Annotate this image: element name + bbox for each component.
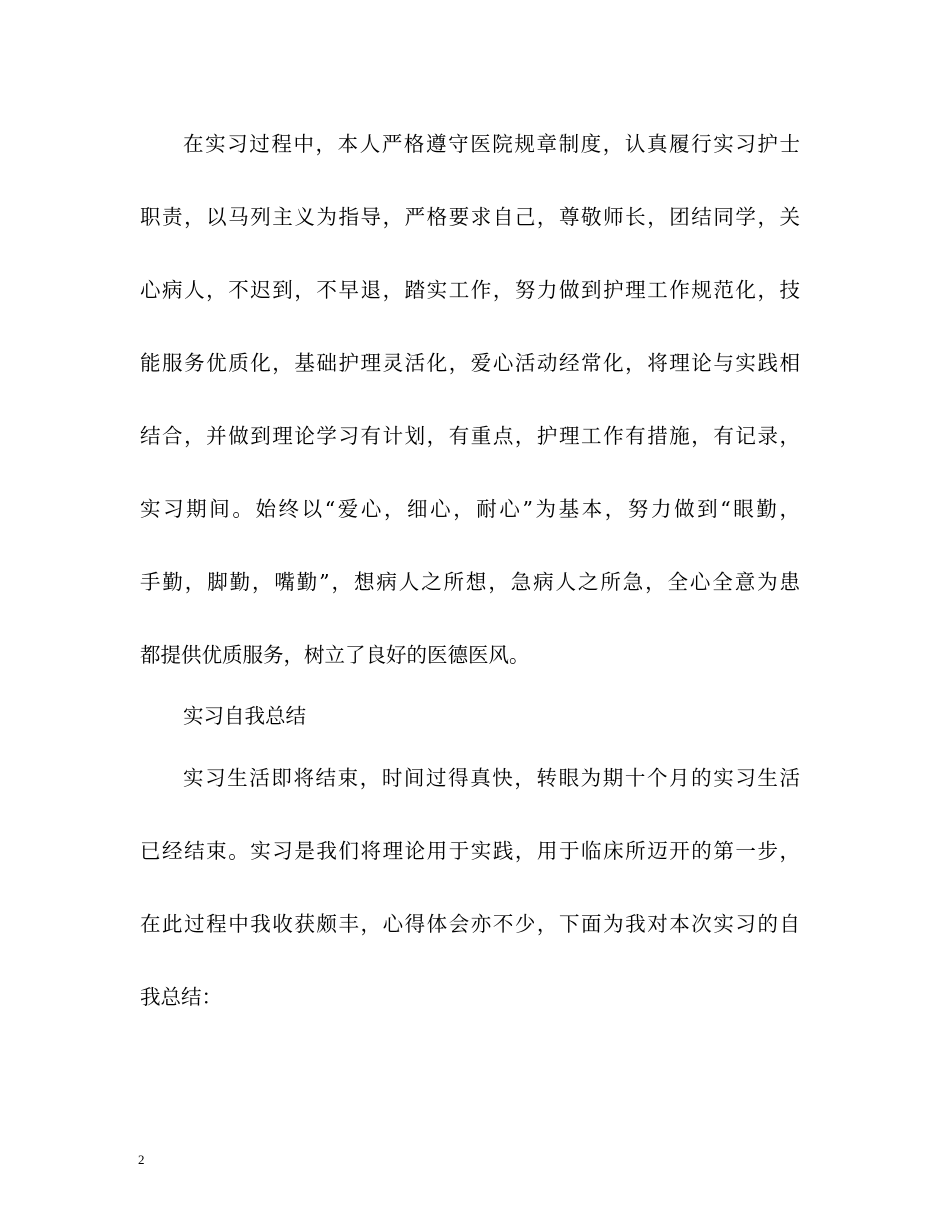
paragraph-line: 已经结束。实习是我们将理论用于实践，用于临床所迈开的第一步， <box>140 839 800 863</box>
paragraph-line: 在实习过程中，本人严格遵守医院规章制度，认真履行实习护士 <box>183 132 800 156</box>
paragraph-line: 实习期间。始终以“爱心，细心，耐心”为基本，努力做到“眼勤， <box>140 497 800 521</box>
page-number: 2 <box>138 1152 145 1167</box>
paragraph-line: 都提供优质服务，树立了良好的医德医风。 <box>140 643 530 667</box>
paragraph-line: 手勤，脚勤，嘴勤”，想病人之所想，急病人之所急，全心全意为患 <box>140 570 800 594</box>
paragraph-line: 职责，以马列主义为指导，严格要求自己，尊敬师长，团结同学，关 <box>140 205 800 229</box>
paragraph-line: 实习生活即将结束，时间过得真快，转眼为期十个月的实习生活 <box>183 766 800 790</box>
paragraph-line: 结合，并做到理论学习有计划，有重点，护理工作有措施，有记录， <box>140 424 800 448</box>
paragraph-line: 我总结： <box>140 985 222 1009</box>
paragraph-line: 能服务优质化，基础护理灵活化，爱心活动经常化，将理论与实践相 <box>140 351 800 375</box>
paragraph-line: 在此过程中我收获颇丰，心得体会亦不少，下面为我对本次实习的自 <box>140 912 800 936</box>
paragraph-line: 心病人，不迟到，不早退，踏实工作，努力做到护理工作规范化，技 <box>140 278 800 302</box>
section-heading: 实习自我总结 <box>183 704 306 728</box>
